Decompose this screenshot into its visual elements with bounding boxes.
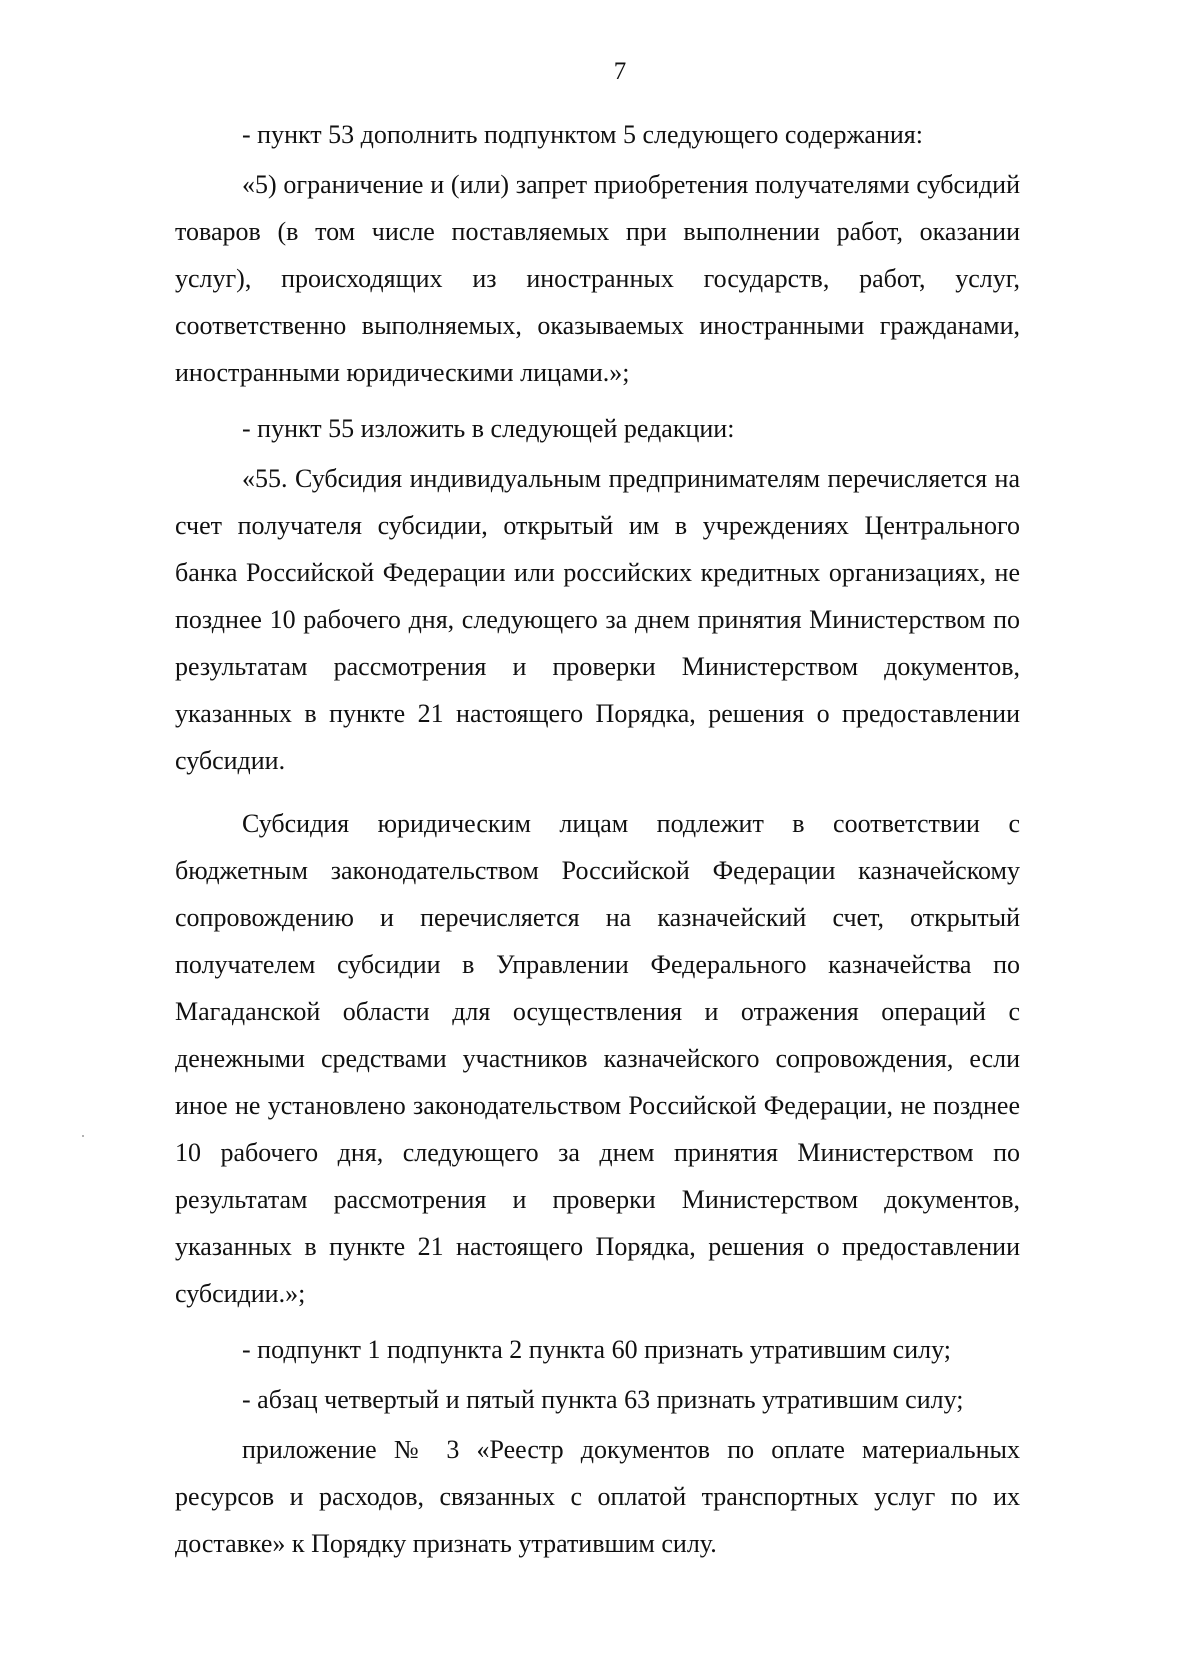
paragraph-item-55-intro: - пункт 55 изложить в следующей редакции: bbox=[242, 414, 735, 443]
paragraph-legal-entities: Субсидия юридическим лицам подлежит в соответствии с бюджетным законодательством Российской Федерации казначейскому сопровождению и перечисляется на казначейский счет, открытый получателем субсидии в Управлении Федерального казначейства по Магаданской области для осуществления и отражения операций с денежными средствами участников казначейского сопровождения, если иное не установлено законодательством Российской Федерации, не позднее 10 рабочего дня, следующего за днем принятия Министерством по результатам рассмотрения и проверки Министерством документов, указанных в пункте 21 настоящего Порядка, решения о предоставлении субсидии.»; bbox=[175, 809, 1020, 1308]
paragraph-item-63-repeal: - абзац четвертый и пятый пункта 63 признать утратившим силу; bbox=[242, 1385, 964, 1414]
paragraph-item-60-repeal: - подпункт 1 подпункта 2 пункта 60 признать утратившим силу; bbox=[242, 1335, 951, 1364]
page-number: 7 bbox=[613, 58, 627, 85]
scan-speck bbox=[82, 1135, 84, 1137]
document-body bbox=[175, 111, 1020, 1576]
paragraph-appendix-3-repeal: приложение № 3 «Реестр документов по оплате материальных ресурсов и расходов, связанных с оплатой транспортных услуг по их доставке» к Порядку признать утратившим силу. bbox=[175, 1435, 1020, 1558]
paragraph-item-53-intro: - пункт 53 дополнить подпунктом 5 следующего содержания: bbox=[242, 120, 923, 149]
paragraph-item-55-text: «55. Субсидия индивидуальным предпринимателям перечисляется на счет получателя субсидии, открытый им в учреждениях Центрального банка Российской Федерации или российских кредитных организациях, не позднее 10 рабочего дня, следующего за днем принятия Министерством по результатам рассмотрения и проверки Министерством документов, указанных в пункте 21 настоящего Порядка, решения о предоставлении субсидии. bbox=[175, 464, 1020, 775]
paragraph-subitem-5-text: «5) ограничение и (или) запрет приобретения получателями субсидий товаров (в том числе поставляемых при выполнении работ, оказании услуг), происходящих из иностранных государств, работ, услуг, соответственно выполняемых, оказываемых иностранными гражданами, иностранными юридическими лицами.»; bbox=[175, 170, 1020, 387]
